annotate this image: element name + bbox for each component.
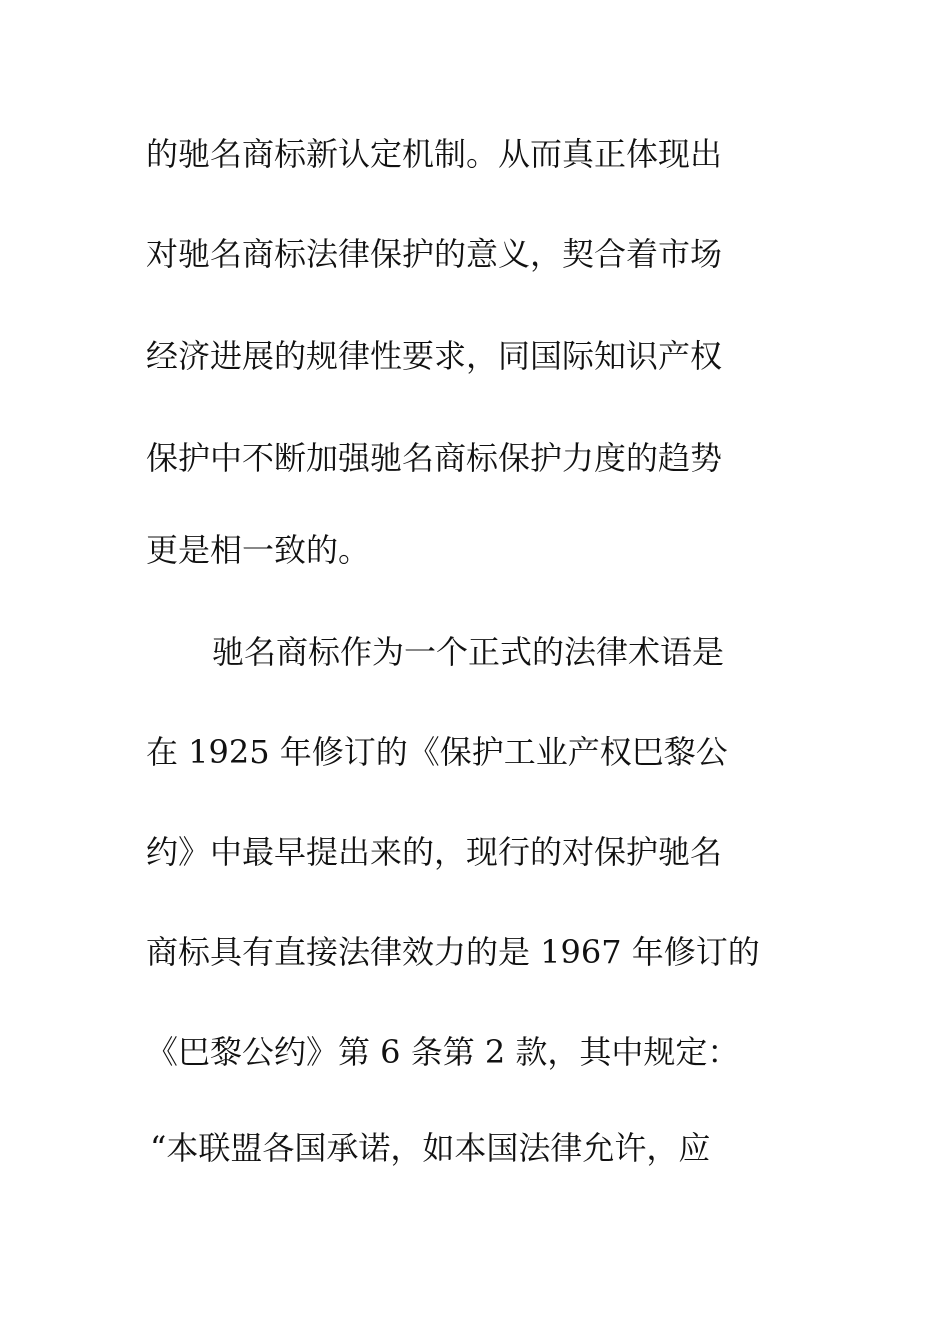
text-line-3: 经济进展的规律性要求，同国际知识产权 bbox=[146, 337, 723, 375]
text-line-9: 商标具有直接法律效力的是 1967 年修订的 bbox=[146, 933, 760, 971]
text-line-5: 更是相一致的。 bbox=[146, 531, 371, 569]
text-line-10: 《巴黎公约》第 6 条第 2 款，其中规定： bbox=[146, 1033, 740, 1071]
paragraph-start-line: 驰名商标作为一个正式的法律术语是 bbox=[212, 633, 725, 671]
text-line-2: 对驰名商标法律保护的意义，契合着市场 bbox=[146, 235, 723, 273]
text-line-4: 保护中不断加强驰名商标保护力度的趋势 bbox=[146, 439, 723, 477]
text-line-1: 的驰名商标新认定机制。从而真正体现出 bbox=[146, 135, 723, 173]
text-line-7: 在 1925 年修订的《保护工业产权巴黎公 bbox=[146, 733, 728, 771]
quoted-text-line: “本联盟各国承诺，如本国法律允许，应 bbox=[150, 1129, 711, 1167]
text-line-8: 约》中最早提出来的，现行的对保护驰名 bbox=[146, 833, 723, 871]
